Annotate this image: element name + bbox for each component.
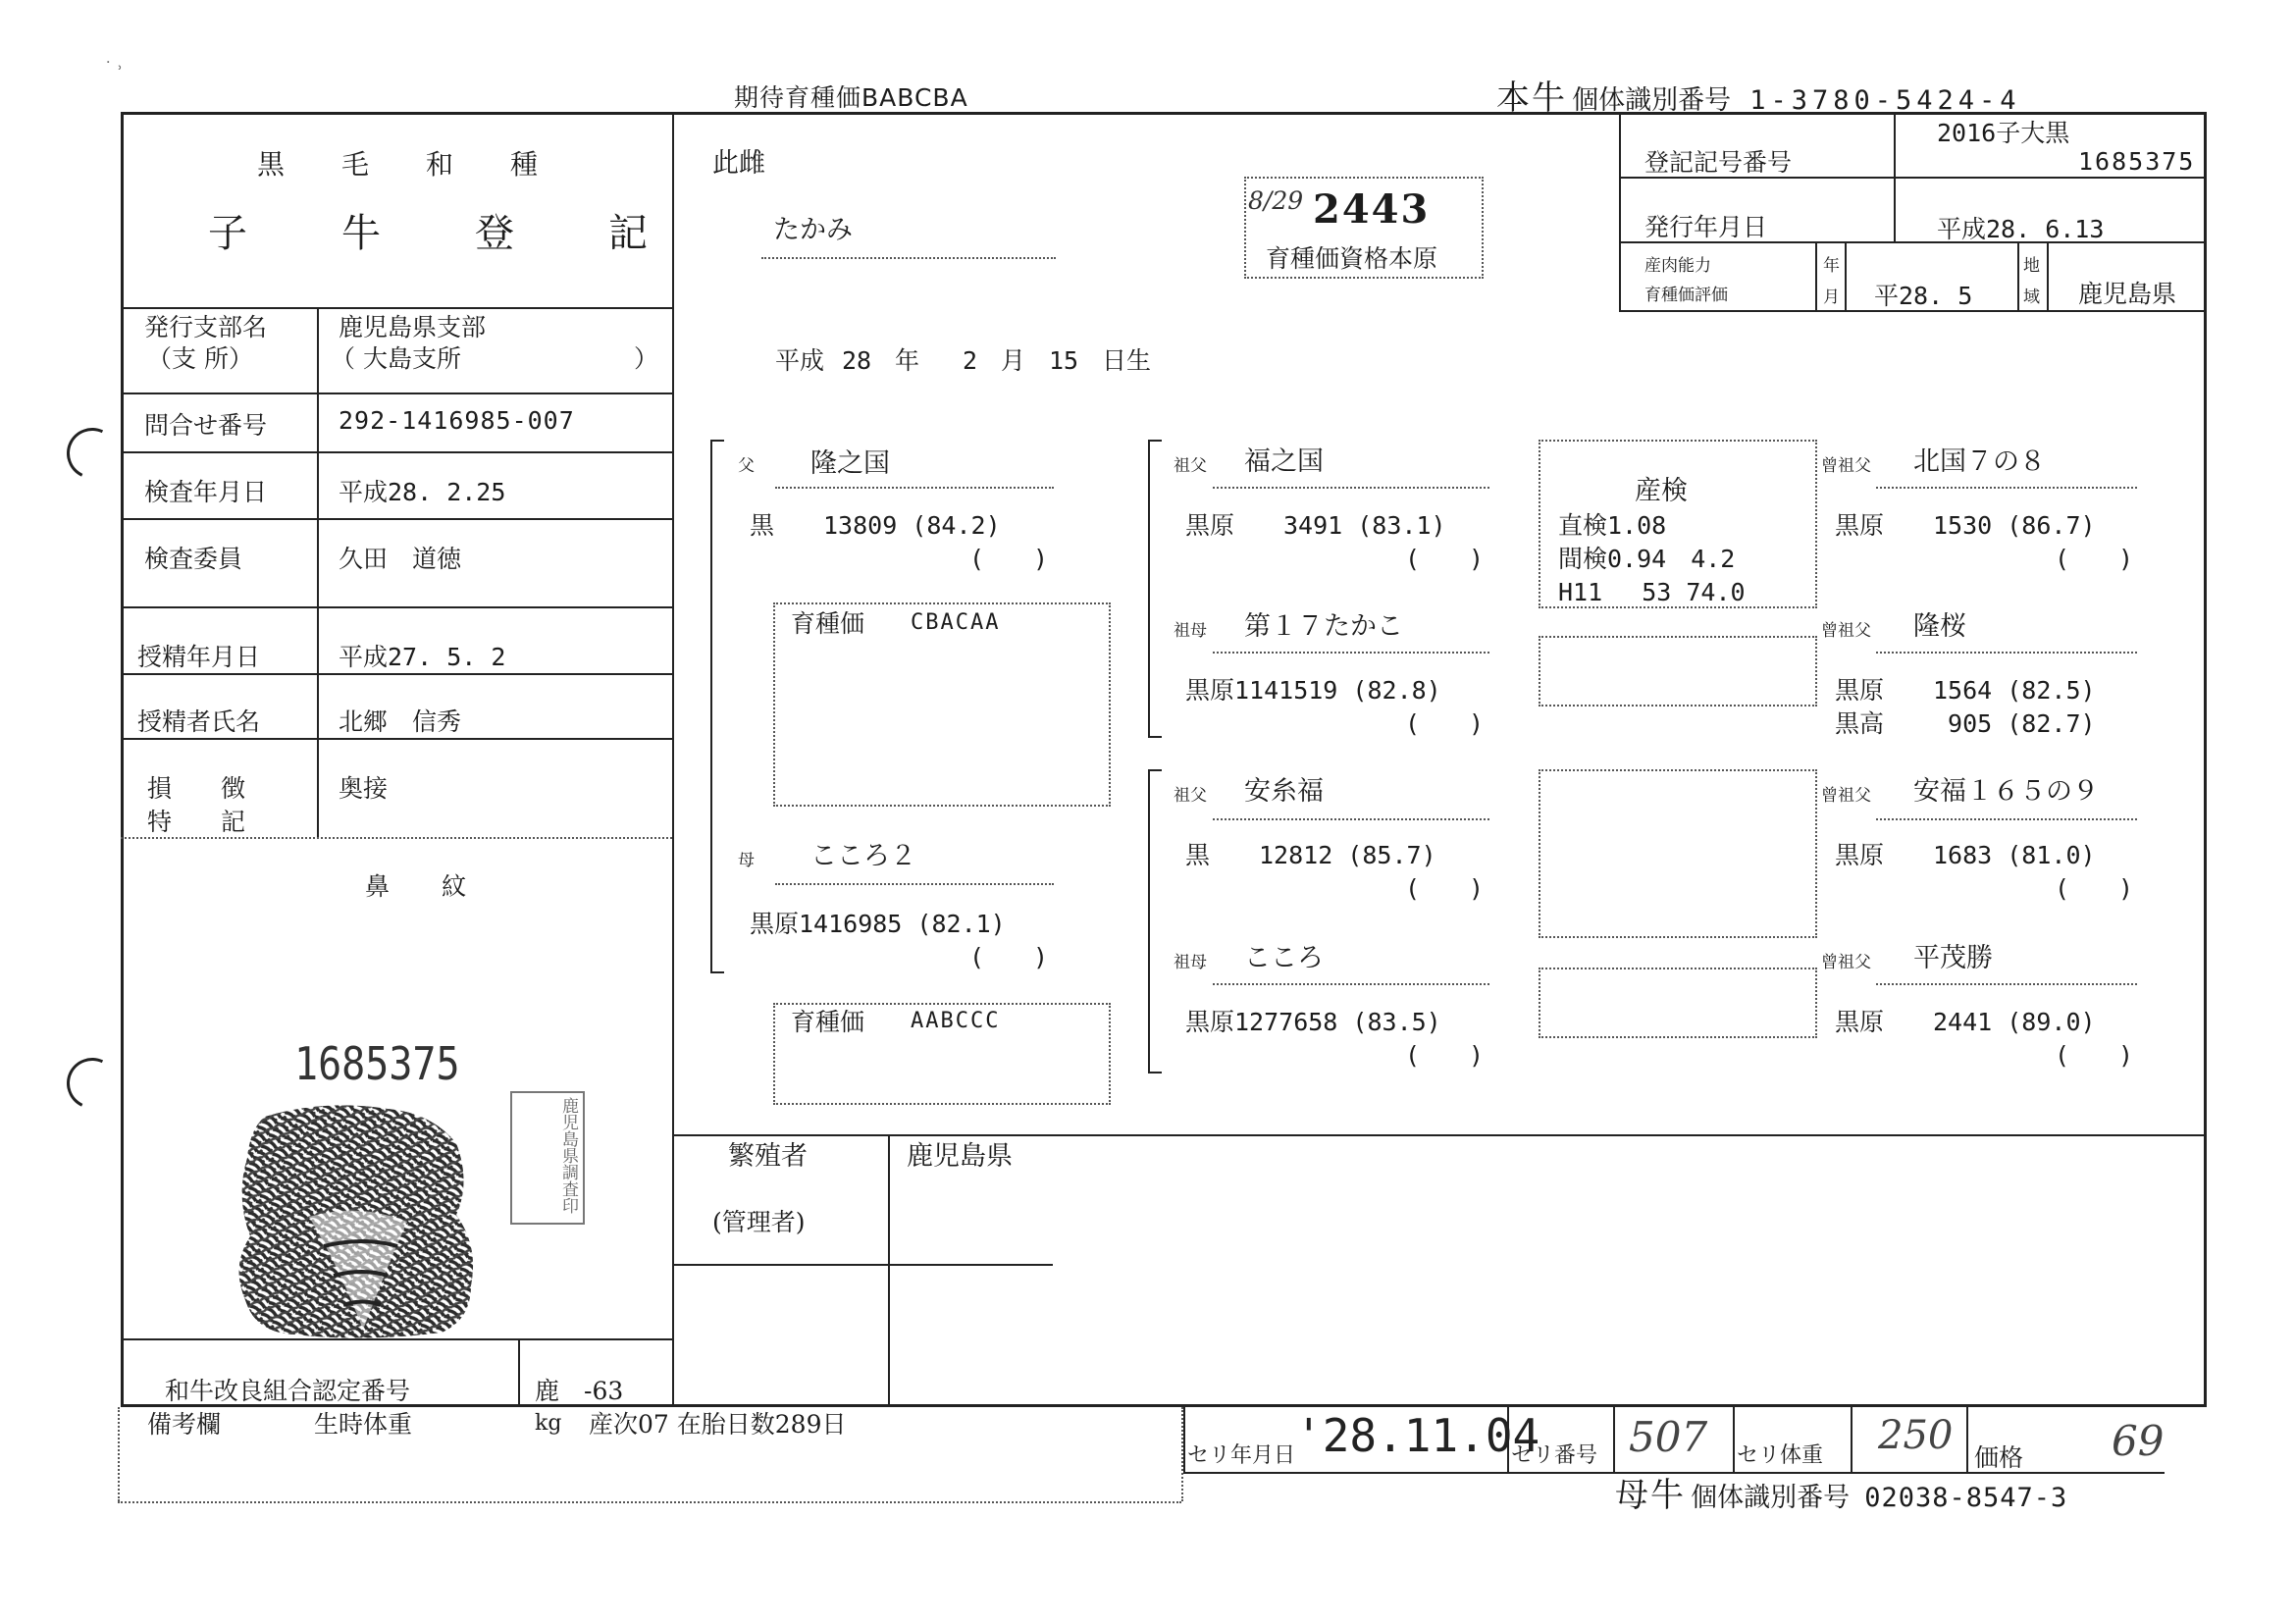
breeder-divider (888, 1134, 890, 1407)
great-grandparent-4-underline (1876, 983, 2137, 985)
auction-weight-label: セリ体重 (1737, 1443, 1824, 1468)
grandparent-2-name: 第１７たかこ (1244, 611, 1403, 642)
grandparent-1-role: 祖父 (1174, 456, 1207, 476)
progeny-test-line-3: H11 53 74.0 (1558, 578, 1746, 606)
sire-registration: 黒 13809 (84.2) (750, 511, 1001, 540)
left-rule-9 (121, 1338, 672, 1340)
grandparent-2-role: 祖母 (1174, 621, 1207, 641)
noseprint-number: 1685375 (294, 1038, 460, 1091)
great-grandparent-4-role: 曾祖父 (1821, 953, 1871, 972)
great-grandparent-3-paren: ( ) (2055, 874, 2134, 903)
progeny-test-line-1: 直検1.08 (1558, 511, 1667, 540)
registration-code: 2016子大黒 (1937, 119, 2070, 147)
great-grandparent-1-paren: ( ) (2055, 545, 2134, 573)
dam-breeding-value: AABCCC (911, 1009, 1001, 1033)
grandparent-4-role: 祖母 (1174, 953, 1207, 972)
calf-sex: 此雌 (712, 148, 765, 179)
grandparent-3-name: 安糸福 (1244, 776, 1324, 807)
dam-breeding-value-label: 育種価 (791, 1008, 865, 1036)
calf-name-underline (761, 257, 1056, 259)
great-grandparent-2-name: 隆桜 (1913, 611, 1966, 642)
year-label: 年 (1823, 256, 1840, 276)
sire-paren: ( ) (969, 545, 1049, 573)
registry-sub-div-1 (1815, 241, 1817, 310)
progeny-test-line-2: 間検0.94 4.2 (1558, 545, 1736, 573)
sire-name-underline (775, 487, 1054, 489)
calf-id-number: 1-3780-5424-4 (1749, 85, 2021, 116)
inspect-date-value: 平成28. 2.25 (339, 478, 506, 506)
great-grandparent-1-underline (1876, 487, 2137, 489)
dam-name-underline (775, 883, 1054, 885)
auction-div-6 (1966, 1407, 1968, 1472)
expected-breeding-value: 期待育種価BABCBA (734, 83, 968, 112)
region-label-1: 地 (2023, 256, 2040, 276)
cert-value: 鹿 -63 (535, 1377, 624, 1405)
auction-div-5 (1851, 1407, 1852, 1472)
parents-bracket (710, 440, 724, 973)
left-rule-5 (121, 606, 672, 608)
auction-div-1 (1183, 1407, 1185, 1472)
grandparent-4-info-box (1539, 968, 1817, 1038)
auction-div-3 (1613, 1407, 1615, 1472)
registration-number: 1685375 (2078, 147, 2196, 176)
binder-hole-bottom (60, 1051, 126, 1117)
great-grandparent-2-registration: 黒原 1564 (82.5) (1835, 676, 2096, 705)
inspect-date-label: 検査年月日 (144, 478, 268, 506)
month-label: 月 (1823, 288, 1840, 307)
meat-ability-label: 産肉能力 (1644, 256, 1711, 276)
breeder-top-rule (672, 1134, 2207, 1136)
maternal-grandparents-bracket (1148, 769, 1162, 1073)
auction-date-label: セリ年月日 (1187, 1443, 1296, 1468)
dam-name: こころ２ (810, 841, 916, 871)
auction-weight-value: 250 (1878, 1413, 1954, 1458)
left-rule-2 (121, 393, 672, 394)
grandparent-3-underline (1213, 818, 1489, 820)
dam-id-label: 個体識別番号 (1691, 1483, 1851, 1513)
inspector-value: 久田 道徳 (339, 545, 462, 573)
registry-sub-div-2 (1845, 241, 1847, 310)
grandparent-3-role: 祖父 (1174, 786, 1207, 806)
great-grandparent-3-name: 安福１６５の９ (1913, 776, 2099, 807)
inspection-seal: 鹿児島県調査印 (510, 1091, 585, 1225)
great-grandparent-2-role: 曾祖父 (1821, 621, 1871, 641)
grandparent-1-paren: ( ) (1405, 545, 1485, 573)
inquiry-label: 問合せ番号 (144, 411, 268, 440)
registry-sub-div-3 (2017, 241, 2019, 310)
lot-number-label: セリ番号 (1511, 1443, 1598, 1468)
grandparent-2-info-box (1539, 636, 1817, 707)
sire-name: 隆之国 (810, 448, 890, 479)
great-grandparent-4-name: 平茂勝 (1913, 943, 1993, 973)
notes-label: 備考欄 (147, 1410, 222, 1439)
sire-breeding-value: CBACAA (911, 610, 1001, 635)
dam-registration: 黒原1416985 (82.1) (750, 910, 1006, 938)
left-rule-4 (121, 518, 672, 520)
great-grandparent-1-name: 北国７の８ (1913, 446, 2046, 477)
grandparent-4-paren: ( ) (1405, 1041, 1485, 1070)
dam-id-prefix: 母牛 (1615, 1476, 1686, 1515)
region-value: 鹿児島県 (2078, 280, 2177, 308)
remarks-value: 奥接 (339, 774, 389, 803)
region-label-2: 域 (2023, 288, 2040, 307)
great-grandparent-1-registration: 黒原 1530 (86.7) (1835, 511, 2096, 540)
registry-sub-div-4 (2047, 241, 2049, 310)
noseprint-image (177, 1099, 549, 1339)
sire-breeding-value-label: 育種価 (791, 609, 865, 638)
left-rule-8 (121, 837, 672, 839)
remarks-label-1: 損 徴 (147, 774, 246, 803)
calf-name: たかみ (773, 215, 853, 245)
branch-label-sub: （支 所） (147, 344, 253, 373)
grandparent-4-registration: 黒原1277658 (83.5) (1185, 1008, 1441, 1036)
registry-left-border (1619, 112, 1621, 312)
branch-label: 発行支部名 (144, 313, 268, 341)
branch-sub-value: （ 大島支所 (331, 344, 461, 373)
sire-role-label: 父 (738, 456, 755, 476)
breeding-value-eval-label: 育種価評価 (1644, 286, 1728, 305)
stamp-text: 育種価資格本原 (1266, 244, 1438, 273)
great-grandparent-1-role: 曾祖父 (1821, 456, 1871, 476)
grandparent-3-registration: 黒 12812 (85.7) (1185, 841, 1436, 869)
remarks-label-2: 特 記 (147, 808, 246, 836)
breeder-value: 鹿児島県 (907, 1141, 1013, 1172)
grandparent-4-underline (1213, 983, 1489, 985)
scan-speck: ˙ ˒ (104, 59, 124, 79)
footer-rule (118, 1501, 1181, 1503)
issue-date-value: 平成28. 6.13 (1937, 215, 2105, 243)
inseminator-value: 北郷 信秀 (339, 707, 462, 736)
great-grandparent-2-underline (1876, 652, 2137, 654)
branch-sub-close: ） (634, 344, 659, 373)
registration-number-label: 登記記号番号 (1644, 148, 1793, 177)
progeny-test-title: 産検 (1635, 476, 1688, 506)
left-label-divider (317, 307, 319, 837)
grandparent-2-registration: 黒原1141519 (82.8) (1185, 676, 1441, 705)
calf-id-label: 個体識別番号 (1572, 85, 1732, 116)
grandparent-1-name: 福之国 (1244, 446, 1324, 477)
issue-date-label: 発行年月日 (1644, 213, 1768, 241)
stamp-handwritten-date: 8/29 (1248, 186, 1304, 215)
price-value: 69 (2112, 1417, 2165, 1465)
great-grandparent-4-registration: 黒原 2441 (89.0) (1835, 1008, 2096, 1036)
breeder-sub-rule (672, 1264, 1053, 1266)
dam-paren: ( ) (969, 943, 1049, 971)
breeder-label: 繁殖者 (728, 1141, 808, 1172)
auction-date-value: '28.11.04 (1295, 1409, 1540, 1462)
dam-id-line (1615, 1468, 2067, 1516)
left-column-divider (672, 112, 674, 1407)
grandparent-1-registration: 黒原 3491 (83.1) (1185, 511, 1446, 540)
price-label: 価格 (1974, 1443, 2024, 1472)
great-grandparent-4-paren: ( ) (2055, 1041, 2134, 1070)
cert-label: 和牛改良組合認定番号 (165, 1377, 411, 1405)
document-title: 子 牛 登 記 (208, 211, 648, 256)
insemination-date-label: 授精年月日 (137, 643, 261, 671)
calf-birthdate: 平成 28 年 2 月 15 日生 (775, 346, 1152, 375)
stamp-number: 2443 (1313, 186, 1431, 233)
paternal-grandparents-bracket (1148, 440, 1162, 738)
dam-role-label: 母 (738, 851, 755, 870)
insemination-date-value: 平成27. 5. 2 (339, 643, 506, 671)
branch-value: 鹿児島県支部 (339, 313, 487, 341)
left-rule-7 (121, 738, 672, 740)
noseprint-label: 鼻 紋 (365, 872, 481, 901)
inspector-label: 検査委員 (144, 545, 243, 573)
footer-left-edge (118, 1407, 120, 1501)
left-rule-3 (121, 451, 672, 453)
dam-id-number: 02038-8547-3 (1864, 1483, 2068, 1513)
birth-weight-label: 生時体重 (314, 1410, 413, 1439)
grandparent-2-paren: ( ) (1405, 709, 1485, 738)
great-grandparent-3-registration: 黒原 1683 (81.0) (1835, 841, 2096, 869)
calf-id-prefix: 本牛 (1496, 79, 1567, 118)
grandparent-3-paren: ( ) (1405, 874, 1485, 903)
breeder-sub-label: (管理者) (712, 1208, 806, 1236)
parity-gestation: 産次07 在胎日数289日 (589, 1410, 847, 1439)
lot-number-value: 507 (1629, 1413, 1708, 1461)
left-rule-6 (121, 673, 672, 675)
binder-hole-top (60, 421, 126, 487)
birth-weight-unit: kg (535, 1411, 562, 1436)
auction-div-4 (1733, 1407, 1735, 1472)
great-grandparent-2-registration-2: 黒高 905 (82.7) (1835, 709, 2096, 738)
evaluation-date: 平28. 5 (1874, 282, 1973, 310)
grandparent-1-underline (1213, 487, 1489, 489)
inquiry-value: 292-1416985-007 (339, 406, 575, 435)
breed-title: 黒 毛 和 種 (257, 148, 539, 181)
grandparent-3-info-box (1539, 769, 1817, 938)
cert-divider (518, 1338, 520, 1407)
auction-div-2 (1507, 1407, 1509, 1472)
great-grandparent-3-underline (1876, 818, 2137, 820)
great-grandparent-3-role: 曾祖父 (1821, 786, 1871, 806)
grandparent-4-name: こころ (1244, 943, 1324, 973)
inseminator-label: 授精者氏名 (137, 707, 261, 736)
grandparent-2-underline (1213, 652, 1489, 654)
